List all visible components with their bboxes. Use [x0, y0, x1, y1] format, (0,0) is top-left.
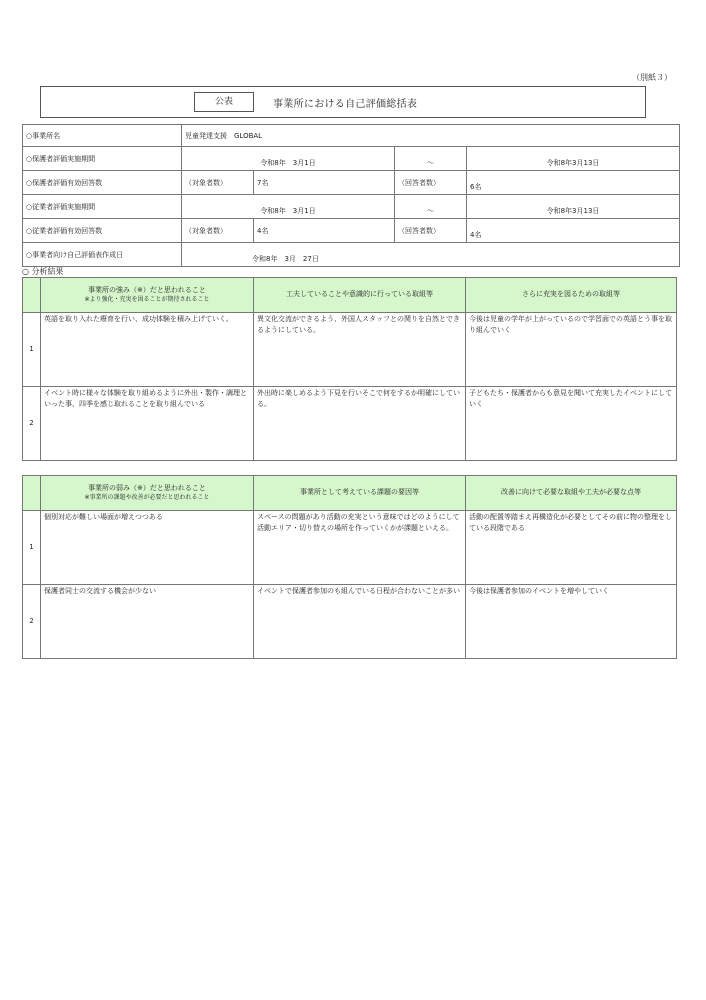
weaknesses-header-1 [41, 476, 254, 511]
staff-period-row [23, 195, 680, 219]
guardian-answer-count: 6名 [467, 171, 680, 195]
weakness-cell: 個別対応が難しい場面が増えつつある [41, 511, 254, 585]
annex-label: （別紙３） [632, 73, 672, 82]
page-title: 事業所における自己評価総括表 [273, 99, 418, 110]
staff-period-tilde: ～ [395, 195, 467, 219]
row-number: 2 [23, 585, 41, 659]
strength-cell: 英語を取り入れた療育を行い、成功体験を積み上げていく。 [41, 313, 254, 387]
guardian-period-label: ○保護者評価実施期間 [23, 147, 182, 171]
strengths-header-row [23, 278, 677, 313]
row-number: 2 [23, 387, 41, 461]
guardian-target-label: （対象者数） [182, 171, 254, 195]
staff-target-label: （対象者数） [182, 219, 254, 243]
strengths-corner [23, 278, 41, 313]
info-table [22, 124, 680, 267]
guardian-period-tilde: ～ [395, 147, 467, 171]
guardian-end-date: 令和8年3月13日 [467, 147, 680, 171]
weaknesses-header-2: 事業所として考えている課題の要因等 [254, 476, 466, 511]
strengths-header-2: 工夫していることや意識的に行っている取組等 [254, 278, 466, 313]
strengths-table [22, 277, 677, 461]
office-name-value: 児童発達支援 GLOBAL [182, 125, 680, 147]
report-date-row [23, 243, 680, 267]
cause-cell: イベントで保護者参加のも組んでいる日程が合わないことが多い [254, 585, 466, 659]
cause-cell: スペースの問題があり活動の充実という意味ではどのようにして活動エリア・切り替えの場所を作っていくかが課題といえる。 [254, 511, 466, 585]
enhancement-cell: 子どもたち・保護者からも意見を聞いて充実したイベントにしていく [466, 387, 677, 461]
guardian-valid-label: ○保護者評価有効回答数 [23, 171, 182, 195]
title-box [40, 86, 646, 118]
strengths-header-1-note: ※より強化・充実を図ることが期待されること [84, 296, 210, 303]
guardian-valid-row [23, 171, 680, 195]
guardian-period-row [23, 147, 680, 171]
report-date-label: ○事業者向け自己評価表作成日 [23, 243, 182, 267]
staff-period-label: ○従業者評価実施期間 [23, 195, 182, 219]
weaknesses-corner [23, 476, 41, 511]
weaknesses-header-row [23, 476, 677, 511]
office-name-row [23, 125, 680, 147]
weaknesses-table [22, 475, 677, 659]
effort-cell: 外出時に楽しめるよう下見を行いそこで何をするか明確にしている。 [254, 387, 466, 461]
analysis-heading: ○ 分析結果 [22, 267, 64, 276]
staff-valid-row [23, 219, 680, 243]
row-number: 1 [23, 511, 41, 585]
staff-answer-count: 4名 [467, 219, 680, 243]
public-badge: 公表 [194, 92, 254, 112]
effort-cell: 異文化交流ができるよう、外国人スタッフとの関りを自然とできるようにしている。 [254, 313, 466, 387]
weakness-cell: 保護者同士の交流する機会が少ない [41, 585, 254, 659]
weaknesses-header-1-main: 事業所の弱み（※）だと思われること [88, 483, 206, 492]
staff-end-date: 令和8年3月13日 [467, 195, 680, 219]
guardian-target-count: 7名 [254, 171, 395, 195]
improvement-cell: 今後は保護者参加のイベントを増やしていく [466, 585, 677, 659]
strengths-header-3: さらに充実を図るための取組等 [466, 278, 677, 313]
guardian-start-date: 令和8年 3月1日 [182, 147, 395, 171]
row-number: 1 [23, 313, 41, 387]
staff-answer-label: （回答者数） [395, 219, 467, 243]
guardian-answer-label: （回答者数） [395, 171, 467, 195]
office-name-label: ○事業所名 [23, 125, 182, 147]
weaknesses-header-1-note: ※事業所の課題や改善が必要だと思われること [84, 494, 210, 501]
weaknesses-header-3: 改善に向けて必要な取組や工夫が必要な点等 [466, 476, 677, 511]
enhancement-cell: 今後は児童の学年が上がっているので学習面での英語とう事を取り組んでいく [466, 313, 677, 387]
improvement-cell: 活動の配置等踏まえ再構造化が必要としてその前に物の整理をしている段階である [466, 511, 677, 585]
report-date-value: 令和8年 3月 27日 [182, 243, 680, 267]
strengths-header-1-main: 事業所の強み（※）だと思われること [88, 285, 206, 294]
table-row [23, 313, 677, 387]
staff-valid-label: ○従業者評価有効回答数 [23, 219, 182, 243]
table-row [23, 387, 677, 461]
table-row [23, 511, 677, 585]
strength-cell: イベント時に様々な体験を取り組めるように外出・製作・調理といった事、四季を感じ取れることを取り組んでいる [41, 387, 254, 461]
staff-target-count: 4名 [254, 219, 395, 243]
strengths-header-1 [41, 278, 254, 313]
staff-start-date: 令和8年 3月1日 [182, 195, 395, 219]
table-row [23, 585, 677, 659]
